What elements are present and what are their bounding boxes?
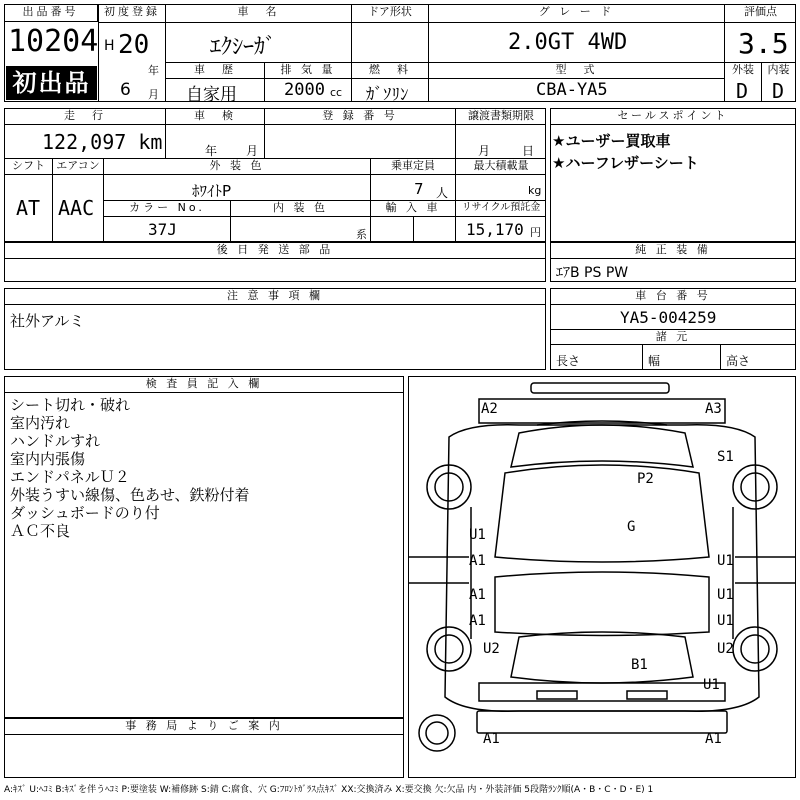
damage-mark: U1 [703,677,720,693]
interior-score: D [772,79,785,103]
exterior-score: D [736,79,749,103]
inspector-note-line: ダッシュボードのり付 [10,504,160,522]
recycle-deposit-unit: 円 [530,226,541,239]
color-number: 37J [148,220,177,239]
displacement-label: 排 気 量 [280,63,336,76]
inspector-note-line: 室内内張傷 [10,450,86,468]
inspector-notes [10,396,250,540]
displacement: 2000 [284,80,325,100]
transfer-day-unit: 日 [522,144,535,158]
lot-number-label: 出品番号 [4,5,98,22]
office-notice-label: 事 務 局 よ り ご 案 内 [5,719,403,735]
inspector-note-line: 外装うすい線傷、色あせ、鉄粉付着 [10,486,250,504]
damage-mark: A1 [705,731,722,747]
score-label: 評価点 [744,5,777,18]
car-name-label: 車 名 [237,5,280,18]
grade: 2.0GT 4WD [508,30,628,55]
max-load-label: 最大積載量 [473,159,529,172]
recycle-deposit: 15,170 [466,220,524,239]
damage-mark: B1 [631,657,648,673]
damage-mark: U2 [717,641,734,657]
interior-score-label: 内装 [767,63,790,76]
seating-capacity: 7 [414,180,424,198]
door-type-label: ドア形状 [368,5,412,18]
height-label: 高さ [726,354,751,368]
exterior-color: ﾎﾜｲﾄP [192,182,232,200]
notes-text: 社外アルミ [10,312,85,330]
inspector-note-line: ＡＣ不良 [10,522,71,540]
inspector-note-line: ハンドルすれ [10,432,101,450]
interior-color-label: 内 装 色 [273,201,328,214]
damage-mark: A1 [469,553,486,569]
color-number-label: カラー No. [129,201,205,214]
chassis-number-label: 車 台 番 号 [551,289,795,305]
first-registration-year: 20 [118,30,150,60]
damage-mark: U1 [717,613,734,629]
inspection-month-unit: 月 [246,144,259,158]
inspection-year-unit: 年 [205,144,218,158]
damage-mark: U1 [717,587,734,603]
damage-mark: S1 [717,449,734,465]
inspector-note-line: シート切れ・破れ [10,396,131,414]
transfer-deadline-label: 譲渡書類期限 [468,109,534,122]
first-registration-month: 6 [120,80,131,100]
chassis-number: YA5-004259 [620,308,717,327]
shift: AT [16,196,41,220]
damage-mark: U2 [483,641,500,657]
car-outline-diagram [409,377,795,777]
lot-number: 10204 [8,24,99,59]
damage-mark: A1 [483,731,500,747]
damage-mark: U1 [469,527,486,543]
import-car-label: 輸 入 車 [385,201,441,214]
damage-mark: A1 [469,613,486,629]
exterior-score-label: 外装 [732,63,754,76]
aircon: AAC [58,196,95,220]
overall-score: 3.5 [738,27,789,60]
first-registration-label: 初度登録 [104,5,160,18]
recycle-deposit-label: リサイクル預託金 [461,202,541,213]
sales-points-label: セールスポイント [551,109,795,125]
transfer-month-unit: 月 [478,144,491,158]
displacement-unit: cc [330,86,343,99]
history: 自家用 [186,85,237,105]
exterior-color-label: 外 装 色 [209,159,265,172]
dimensions-label: 諸 元 [551,329,795,345]
sales-point-item: ★ハーフレザーシート [552,154,699,172]
year-unit: 年 [148,64,159,77]
inspector-label: 検 査 員 記 入 欄 [5,377,403,393]
registration-number-label: 登 録 番 号 [322,109,398,122]
mileage: 122,097 km [42,130,163,154]
inspector-note-line: 室内汚れ [10,414,71,432]
model-code: CBA-YA5 [536,80,608,100]
grade-label: グ レ ー ド [538,5,615,18]
month-unit: 月 [148,88,159,101]
notes-label: 注 意 事 項 欄 [5,289,545,305]
damage-mark: A2 [481,401,498,417]
legend-footer: A:ｷｽﾞ U:ﾍｺﾐ B:ｷｽﾞを伴うﾍｺﾐ P:要塗装 W:補修跡 S:錆 C:腐食、穴 G:ﾌﾛﾝﾄｶﾞﾗｽ点ｷｽﾞ XX:交換済み X:要交換 欠:欠品 内・外装評価 5段階ﾗﾝｸ順(A・B・C・D・E) 1 [4,785,654,795]
vehicle-details-block [4,108,546,242]
genuine-equipment: ｴｱB PS PW [556,265,629,281]
width-label: 幅 [648,354,661,368]
shift-label: シフト [12,159,45,172]
later-parts-label: 後 日 発 送 部 品 [5,243,545,259]
mileage-label: 走 行 [64,109,106,122]
damage-mark: G [627,519,636,535]
seating-capacity-label: 乗車定員 [391,159,435,172]
aircon-label: エアコン [56,159,100,172]
damage-mark: P2 [637,471,654,487]
car-name: ｴｸｼｰｶﾞ [210,35,277,60]
damage-mark: A3 [705,401,722,417]
model-label: 型 式 [555,63,598,76]
damage-diagram [408,376,796,778]
sales-points-block [550,108,796,242]
interior-color-unit: 系 [356,228,367,241]
genuine-equipment-label: 純 正 装 備 [551,243,795,259]
damage-mark: A1 [469,587,486,603]
fuel-label: 燃 料 [369,63,411,76]
length-label: 長さ [556,354,581,368]
max-load-unit: kg [528,184,542,197]
damage-mark: U1 [717,553,734,569]
inspector-note-line: エンドパネルＵ２ [10,468,130,486]
history-label: 車 歴 [194,63,236,76]
fuel: ｶﾞｿﾘﾝ [366,85,409,105]
first-listing-badge: 初出品 [6,66,97,100]
seating-capacity-unit: 人 [436,186,449,200]
era: H [104,38,115,54]
sales-point-item: ★ユーザー買取車 [552,132,671,150]
inspection-label: 車 検 [194,109,236,122]
